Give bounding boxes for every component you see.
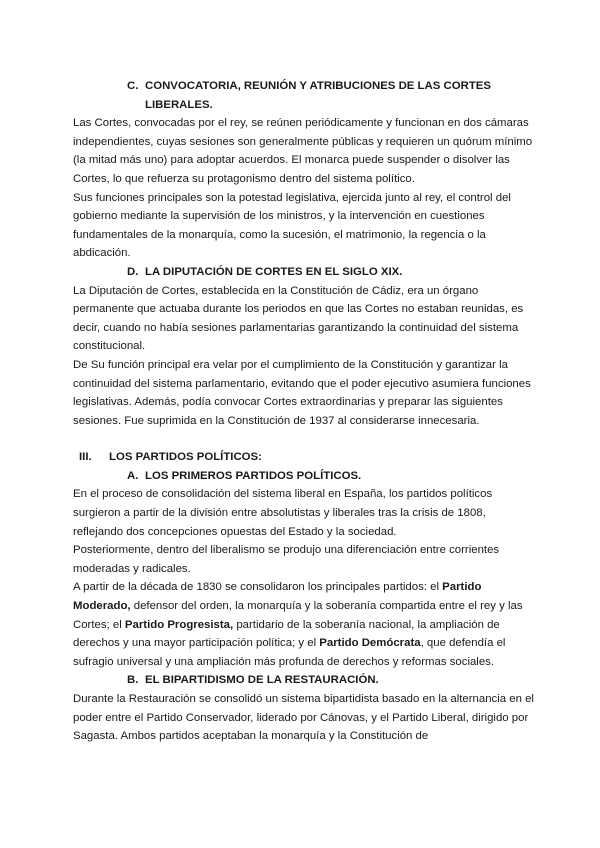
partido-progresista: Partido Progresista, (124, 618, 234, 631)
section-a-title: LOS PRIMEROS PARTIDOS POLÍTICOS. (145, 469, 362, 482)
section-iii-number: III. (79, 451, 92, 464)
section-a-letter: A. (127, 469, 139, 482)
section-a-paragraph-2: Posteriormente, dentro del liberalismo se produjo una diferenciación entre corrientes moderadas y radicales. (73, 544, 500, 575)
section-d-title: LA DIPUTACIÓN DE CORTES EN EL SIGLO XIX. (145, 265, 403, 278)
section-b-letter: B. (127, 674, 139, 687)
section-c-heading (73, 77, 535, 114)
section-c-letter: C. (127, 80, 139, 92)
section-d-paragraph-1: La Diputación de Cortes, establecida en la Constitución de Cádiz, era un órgano permanente que actuaba durante los periodos en que las Cortes no estaban reunidas, es decir, cuando no había sesiones parlamentarias garantizando la continuidad del sistema constitucional. (73, 284, 524, 353)
section-b-paragraph-1: Durante la Restauración se consolidó un sistema bipartidista basado en la alternancia en el poder entre el Partido Conservador, liderado por Cánovas, y el Partido Liberal, dirigido por Sagasta. Ambos partidos aceptaban la monarquía y la Constitución de (73, 693, 534, 743)
section-b-heading (73, 671, 535, 690)
section-iii-heading (73, 448, 535, 467)
section-a-paragraph-1: En el proceso de consolidación del sistema liberal en España, los partidos políticos surgieron a partir de la división entre absolutistas y liberales tras la crisis de 1808, reflejando dos concepciones opuestas del Estado y la sociedad. (73, 488, 493, 538)
section-d-letter: D. (127, 265, 139, 278)
partido-moderado: Partido Moderado, (73, 581, 482, 613)
document-body (73, 77, 535, 746)
section-a-heading (73, 467, 535, 486)
section-iii-title: LOS PARTIDOS POLÍTICOS: (109, 451, 262, 464)
section-d-heading (73, 263, 535, 282)
section-b-title: EL BIPARTIDISMO DE LA RESTAURACIÓN. (145, 674, 379, 687)
partido-democrata: Partido Demócrata (319, 637, 421, 650)
section-d-paragraph-2: De Su función principal era velar por el cumplimiento de la Constitución y garantizar la continuidad del sistema parlamentario, evitando que el poder ejecutivo asumiera funciones legislativas. Además, podía convocar Cortes extraordinarias y preparar las siguientes sesiones. Fue suprimida en la Constitución de 1937 al considerarse innecesaria. (73, 358, 531, 427)
partido-progresista-desc: partidario de la soberanía nacional, la ampliación de derechos y una mayor participación política; y el (73, 618, 500, 650)
section-c-paragraph-1: Las Cortes, convocadas por el rey, se reúnen periódicamente y funcionan en dos cámaras independientes, cuyas sesiones son generalmente públicas y requieren un quórum mínimo (la mitad más uno) para adoptar acuerdos. El monarca puede suspender o disolver las Cortes, lo que refuerza su protagonismo dentro del sistema político. (73, 117, 533, 185)
partido-democrata-desc: , que defendía el sufragio universal y una ampliación más profunda de derechos y reformas sociales. (73, 637, 506, 668)
parties-intro: A partir de la década de 1830 se consolidaron los principales partidos: el (73, 581, 443, 594)
section-a-parties-paragraph (73, 578, 535, 671)
partido-moderado-desc: defensor del orden, la monarquía y la soberanía compartida entre el rey y las Cortes; el (73, 600, 523, 631)
section-c-paragraph-2: Sus funciones principales son la potestad legislativa, ejercida junto al rey, el control del gobierno mediante la supervisión de los ministros, y la intervención en cuestiones fundamentales de la monarquía, como la sucesión, el matrimonio, la regencia o la abdicación. (73, 191, 511, 260)
section-c-title: CONVOCATORIA, REUNIÓN Y ATRIBUCIONES DE LAS CORTES LIBERALES. (145, 80, 491, 111)
